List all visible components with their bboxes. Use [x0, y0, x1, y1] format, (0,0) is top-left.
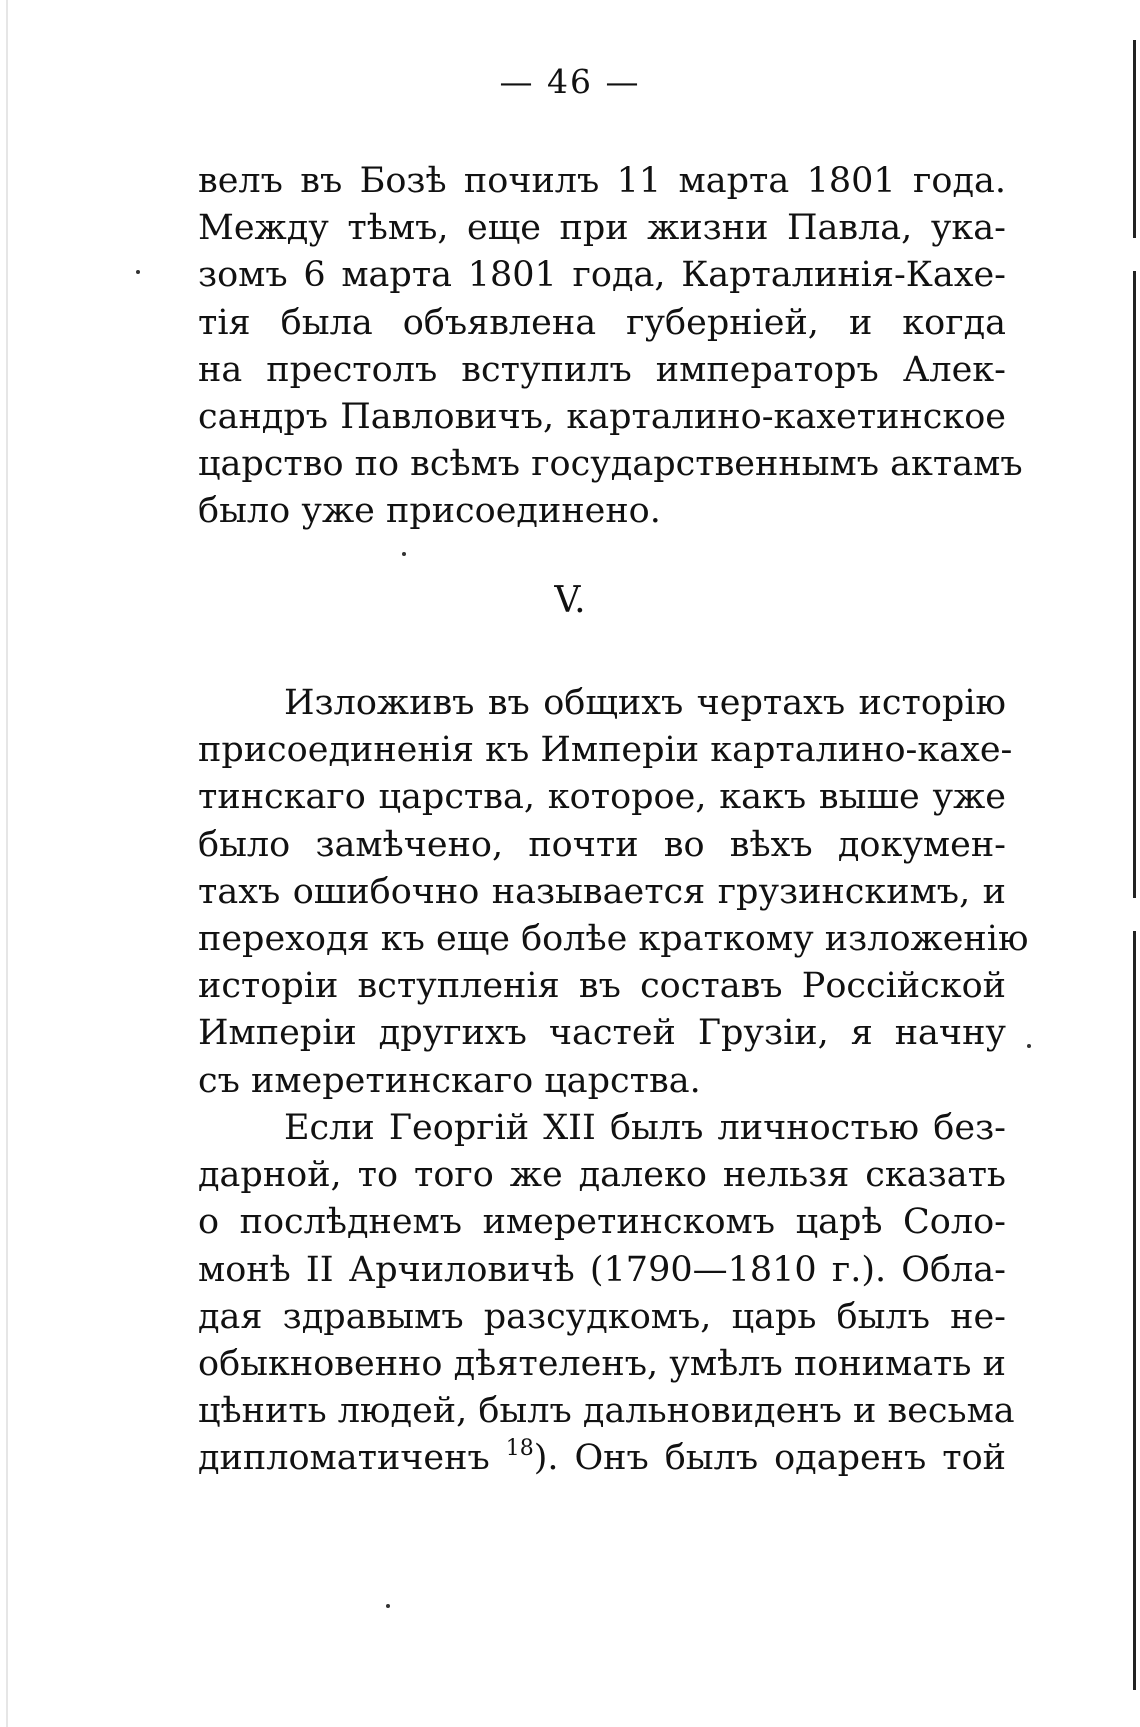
page-number: — 46 —: [499, 62, 641, 101]
ink-speck: [136, 270, 140, 274]
text-line: сандръ Павловичъ, карталино-кахетинское: [198, 397, 1006, 438]
text-line: было замѣчено, почти во вѣхъ докумен-: [198, 824, 1006, 865]
text-line: тахъ ошибочно называется грузинскимъ, и: [198, 871, 1006, 912]
text-line: тинскаго царства, которое, какъ выше уже: [198, 777, 1006, 818]
text-line: дая здравымъ разсудкомъ, царь былъ не-: [198, 1296, 1006, 1337]
text-line: Имперіи другихъ частей Грузіи, я начну: [198, 1013, 1006, 1054]
page-left-edge: [6, 0, 8, 1727]
ink-speck: [402, 552, 406, 556]
paragraph-continuation: [198, 158, 1023, 536]
text-line: зомъ 6 марта 1801 года, Карталинія-Кахе-: [198, 255, 1006, 296]
text-line: Между тѣмъ, еще при жизни Павла, ука-: [198, 208, 1006, 249]
text-line: съ имеретинскаго царства.: [198, 1060, 701, 1101]
footnote-mark[interactable]: 18: [505, 1436, 534, 1462]
section-heading: V.: [554, 580, 586, 621]
text-line: обыкновенно дѣятеленъ, умѣлъ понимать и: [198, 1344, 1006, 1385]
paragraph-intro: [198, 680, 1029, 1105]
text-line: тія была объявлена губерніей, и когда: [198, 302, 1006, 343]
text-line: царство по всѣмъ государственнымъ актамъ: [198, 444, 1023, 485]
page-right-edge: [1133, 40, 1136, 1690]
text-line: Изложивъ въ общихъ чертахъ исторію: [284, 683, 1006, 723]
text-line: исторіи вступленія въ составъ Россійской: [198, 966, 1006, 1007]
ink-speck: [1027, 1044, 1031, 1048]
text-line: дарной, то того же далеко нельзя сказать: [198, 1155, 1006, 1196]
text-fragment: ). Онъ былъ одаренъ той: [533, 1438, 1006, 1479]
text-line: присоединенія къ Имперіи карталино-кахе-: [198, 730, 1013, 771]
text-line-with-footnote: [198, 1435, 1006, 1482]
ink-speck: [386, 1604, 390, 1608]
text-fragment: дипломатиченъ: [198, 1438, 490, 1479]
text-line: цѣнить людей, былъ дальновиденъ и весьма: [198, 1391, 1015, 1432]
text-line: переходя къ еще болѣе краткому изложенію: [198, 919, 1029, 960]
text-line: о послѣднемъ имеретинскомъ царѣ Соло-: [198, 1202, 1006, 1243]
text-line: на престолъ вступилъ императоръ Алек-: [198, 349, 1006, 390]
text-line: Если Георгій XII былъ личностью без-: [284, 1108, 1006, 1148]
text-line: было уже присоединено.: [198, 491, 661, 532]
text-line: велъ въ Бозѣ почилъ 11 марта 1801 года.: [198, 161, 1006, 201]
paragraph-solomon: [198, 1105, 1015, 1483]
text-line: монѣ II Арчиловичѣ (1790—1810 г.). Обла-: [198, 1249, 1006, 1290]
